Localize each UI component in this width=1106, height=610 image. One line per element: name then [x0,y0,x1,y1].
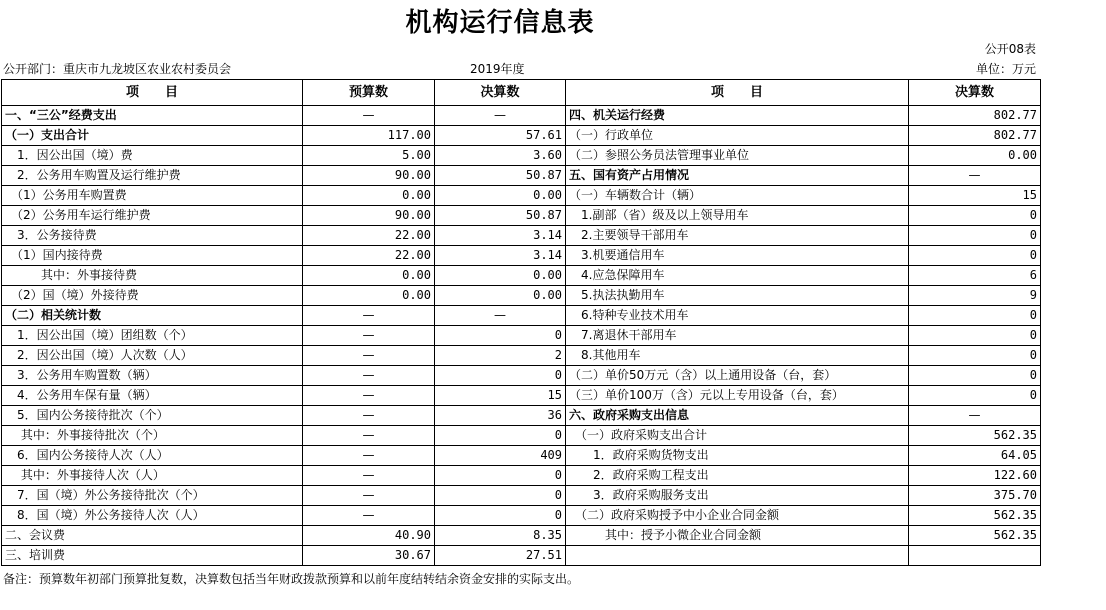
right-item-cell: （三）单价100万（含）元以上专用设备（台，套） [566,386,909,406]
budget-cell: — [303,306,435,326]
table-row [2,166,1041,186]
budget-cell: — [303,446,435,466]
right-item-cell: 7.离退休干部用车 [566,326,909,346]
table-body [2,106,1041,566]
final-cell: — [435,306,566,326]
table-row [2,446,1041,466]
left-item-cell: 二、会议费 [2,526,303,546]
final-cell: 0 [435,366,566,386]
right-item-cell: 2．政府采购工程支出 [566,466,909,486]
right-item-cell: 1．政府采购货物支出 [566,446,909,466]
budget-cell: — [303,366,435,386]
right-item-cell: 3.机要通信用车 [566,246,909,266]
col-header-item-right: 项 目 [566,80,909,106]
left-item-cell: 7．国（境）外公务接待批次（个） [2,486,303,506]
right-item-cell: （二）单价50万元（含）以上通用设备（台，套） [566,366,909,386]
budget-cell: 22.00 [303,226,435,246]
right-item-cell: （一）车辆数合计（辆） [566,186,909,206]
right-final-cell: 0 [909,326,1041,346]
left-item-cell: 1．因公出国（境）费 [2,146,303,166]
final-cell: 0 [435,506,566,526]
budget-cell: 90.00 [303,206,435,226]
table-row [2,226,1041,246]
final-cell: 409 [435,446,566,466]
right-final-cell: 6 [909,266,1041,286]
table-row [2,246,1041,266]
right-final-cell: 64.05 [909,446,1041,466]
table-row [2,366,1041,386]
right-item-cell: 6.特种专业技术用车 [566,306,909,326]
table-row [2,506,1041,526]
budget-cell: 30.67 [303,546,435,566]
right-item-cell: 五、国有资产占用情况 [566,166,909,186]
right-final-cell [909,546,1041,566]
final-cell: 15 [435,386,566,406]
budget-cell: — [303,486,435,506]
col-header-final: 决算数 [435,80,566,106]
table-row [2,526,1041,546]
page-title: 机构运行信息表 [405,8,595,38]
table-row [2,286,1041,306]
left-item-cell: 其中：外事接待人次（人） [2,466,303,486]
budget-cell: — [303,406,435,426]
table-row [2,146,1041,166]
left-item-cell: （一）支出合计 [2,126,303,146]
left-item-cell: 5．国内公务接待批次（个） [2,406,303,426]
final-cell: 0 [435,426,566,446]
right-item-cell: 六、政府采购支出信息 [566,406,909,426]
left-item-cell: （1）公务用车购置费 [2,186,303,206]
table-row [2,186,1041,206]
final-cell: 3.60 [435,146,566,166]
left-item-cell: 2．因公出国（境）人次数（人） [2,346,303,366]
table-row [2,306,1041,326]
table-row [2,106,1041,126]
right-final-cell: 375.70 [909,486,1041,506]
table-row [2,266,1041,286]
right-item-cell: 3．政府采购服务支出 [566,486,909,506]
left-item-cell: 2．公务用车购置及运行维护费 [2,166,303,186]
year-label: 2019年度 [470,62,525,76]
right-final-cell: 562.35 [909,426,1041,446]
final-cell: 0.00 [435,286,566,306]
final-cell: 0.00 [435,266,566,286]
final-cell: 0.00 [435,186,566,206]
budget-cell: — [303,426,435,446]
final-cell: 8.35 [435,526,566,546]
budget-cell: — [303,386,435,406]
table-row [2,326,1041,346]
right-item-cell: 4.应急保障用车 [566,266,909,286]
col-header-final-right: 决算数 [909,80,1041,106]
left-item-cell: 3．公务接待费 [2,226,303,246]
right-item-cell: （一）行政单位 [566,126,909,146]
budget-cell: 22.00 [303,246,435,266]
table-code: 公开08表 [984,42,1036,56]
left-item-cell: 8．国（境）外公务接待人次（人） [2,506,303,526]
table-row [2,406,1041,426]
table-row [2,546,1041,566]
right-final-cell: 0 [909,346,1041,366]
right-final-cell: 802.77 [909,106,1041,126]
footer-note: 备注：预算数年初部门预算批复数，决算数包括当年财政拨款预算和以前年度结转结余资金安排的实际支出。 [3,572,580,586]
table-row [2,426,1041,446]
final-cell: 50.87 [435,166,566,186]
left-item-cell: 6．国内公务接待人次（人） [2,446,303,466]
left-item-cell: （2）国（境）外接待费 [2,286,303,306]
right-final-cell: 9 [909,286,1041,306]
right-item-cell: 其中：授予小微企业合同金额 [566,526,909,546]
left-item-cell: （二）相关统计数 [2,306,303,326]
right-item-cell: 8.其他用车 [566,346,909,366]
final-cell: 0 [435,466,566,486]
final-cell: 50.87 [435,206,566,226]
final-cell: 57.61 [435,126,566,146]
right-item-cell: 5.执法执勤用车 [566,286,909,306]
right-item-cell: （一）政府采购支出合计 [566,426,909,446]
budget-cell: 0.00 [303,286,435,306]
right-item-cell: 1.副部（省）级及以上领导用车 [566,206,909,226]
left-item-cell: （1）国内接待费 [2,246,303,266]
table-row [2,126,1041,146]
right-final-cell: 0 [909,246,1041,266]
final-cell: 2 [435,346,566,366]
table-row [2,386,1041,406]
department-label: 公开部门：重庆市九龙坡区农业农村委员会 [3,62,232,76]
right-final-cell: — [909,166,1041,186]
right-item-cell: 四、机关运行经费 [566,106,909,126]
right-final-cell: 0 [909,386,1041,406]
right-final-cell: 0 [909,306,1041,326]
budget-cell: 5.00 [303,146,435,166]
col-header-item: 项 目 [2,80,303,106]
table-row [2,346,1041,366]
right-final-cell: 802.77 [909,126,1041,146]
budget-cell: — [303,326,435,346]
final-cell: 36 [435,406,566,426]
table-header-row [2,80,1041,106]
left-item-cell: 其中：外事接待批次（个） [2,426,303,446]
right-final-cell: 122.60 [909,466,1041,486]
final-cell: 3.14 [435,246,566,266]
right-final-cell: 0 [909,206,1041,226]
right-item-cell: （二）参照公务员法管理事业单位 [566,146,909,166]
info-table [1,79,1041,566]
right-final-cell: 562.35 [909,526,1041,546]
left-item-cell: 3．公务用车购置数（辆） [2,366,303,386]
budget-cell: — [303,346,435,366]
table-row [2,206,1041,226]
final-cell: 0 [435,326,566,346]
budget-cell: 90.00 [303,166,435,186]
right-final-cell: — [909,406,1041,426]
right-item-cell: （二）政府采购授予中小企业合同金额 [566,506,909,526]
col-header-budget: 预算数 [303,80,435,106]
table-row [2,486,1041,506]
right-final-cell: 15 [909,186,1041,206]
final-cell: 27.51 [435,546,566,566]
budget-cell: — [303,466,435,486]
budget-cell: 40.90 [303,526,435,546]
right-final-cell: 0.00 [909,146,1041,166]
left-item-cell: 一、“三公”经费支出 [2,106,303,126]
right-item-cell: 2.主要领导干部用车 [566,226,909,246]
final-cell: — [435,106,566,126]
unit-label: 单位：万元 [975,62,1036,76]
budget-cell: — [303,106,435,126]
table-row [2,466,1041,486]
final-cell: 3.14 [435,226,566,246]
final-cell: 0 [435,486,566,506]
right-final-cell: 0 [909,366,1041,386]
left-item-cell: 三、培训费 [2,546,303,566]
right-final-cell: 562.35 [909,506,1041,526]
left-item-cell: 其中：外事接待费 [2,266,303,286]
right-item-cell [566,546,909,566]
left-item-cell: （2）公务用车运行维护费 [2,206,303,226]
right-final-cell: 0 [909,226,1041,246]
left-item-cell: 1．因公出国（境）团组数（个） [2,326,303,346]
left-item-cell: 4．公务用车保有量（辆） [2,386,303,406]
budget-cell: — [303,506,435,526]
budget-cell: 0.00 [303,186,435,206]
budget-cell: 0.00 [303,266,435,286]
budget-cell: 117.00 [303,126,435,146]
